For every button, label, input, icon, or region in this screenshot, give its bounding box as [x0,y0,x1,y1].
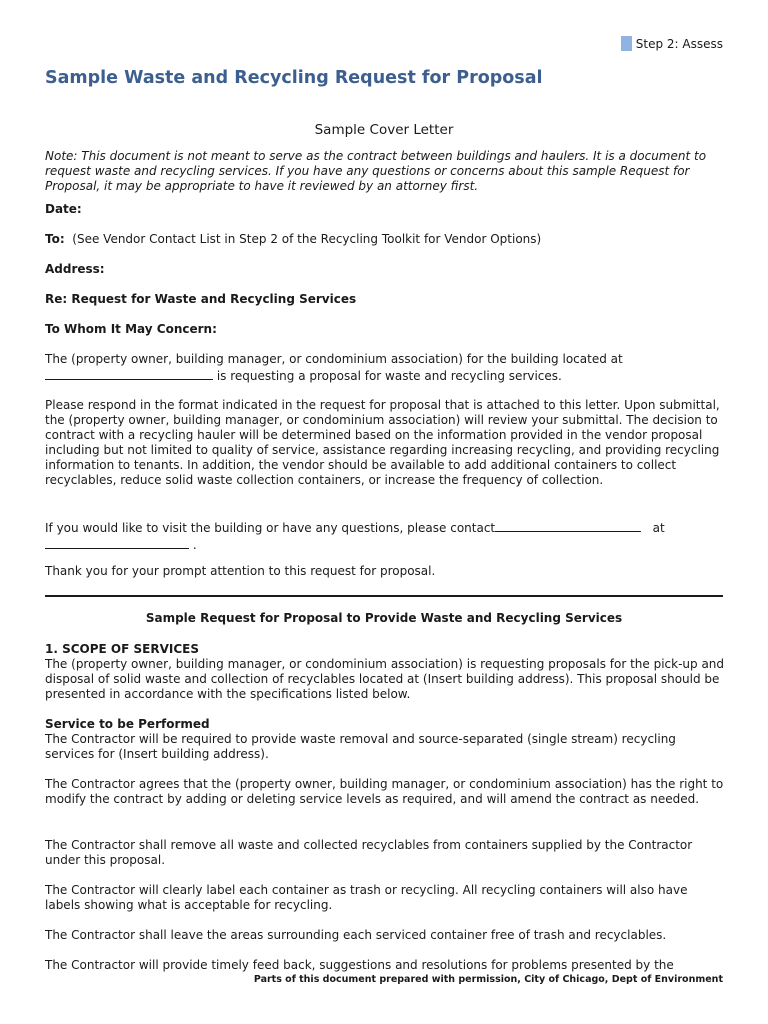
paragraph-remove: The Contractor shall remove all waste and collected recyclables from containers supplied by the Contractor under this proposal. [45,838,693,867]
service-text: The Contractor will be required to provide waste removal and source-separated (single stream) recycling services for (Insert building address). [45,732,676,761]
section-divider [45,595,723,597]
salutation: To Whom It May Concern: [45,322,217,336]
footer-credit: Parts of this document prepared with permission, City of Chicago, Dept of Environment [253,974,723,985]
step-indicator [621,36,723,51]
paragraph-modify: The Contractor agrees that the (property owner, building manager, or condominium association) has the right to modify the contract by adding or deleting service levels as required, and will amend the contract as needed. [45,777,724,806]
letter-paragraph-3 [45,519,725,553]
scope-heading: 1. SCOPE OF SERVICES [45,642,199,656]
para3-end: . [192,538,197,552]
document-title: Sample Waste and Recycling Request for Proposal [45,68,543,88]
letter-paragraph-2: Please respond in the format indicated in the request for proposal that is attached to this letter. Upon submittal, the (property owner, building manager, or condominium association) will review your submittal. The decision to contract with a recycling hauler will be determined based on the information provided in the vendor proposal including but not limited to quality of service, assistance regarding increasing recycling, and providing recycling information to tenants. In addition, the vendor should be available to add additional containers to collect recyclables, reduce solid waste collection containers, or increase the frequency of collection. [45,398,720,487]
re-line: Re: Request for Waste and Recycling Services [45,292,357,306]
paragraph-feedback: The Contractor will provide timely feed back, suggestions and resolutions for problems presented by the [45,958,674,972]
para1-text-b: is requesting a proposal for waste and recycling services. [216,369,562,383]
paragraph-leave: The Contractor shall leave the areas surrounding each serviced container free of trash and recyclables. [45,928,667,942]
scope-text: The (property owner, building manager, or condominium association) is requesting proposals for the pick-up and disposal of solid waste and collection of recyclables located at (Insert building address). This proposal should be presented in accordance with the specifications listed below. [45,657,725,701]
step-label: Step 2: Assess [635,36,723,51]
thanks-line: Thank you for your prompt attention to this request for proposal. [45,564,436,578]
para3-text-a: If you would like to visit the building or have any questions, please contact [45,521,496,535]
date-label: Date: [45,202,82,216]
paragraph-label: The Contractor will clearly label each container as trash or recycling. All recycling containers will also have labels showing what is acceptable for recycling. [45,883,688,912]
para3-at: at [652,521,665,535]
disclaimer-note: Note: This document is not meant to serve as the contract between buildings and haulers. It is a document to request waste and recycling services. If you have any questions or concerns about this sample Request for Proposal, it may be appropriate to have it reviewed by an attorney first. [45,149,707,193]
service-heading: Service to be Performed [45,717,210,731]
cover-letter-title: Sample Cover Letter [314,122,454,138]
rfp-title: Sample Request for Proposal to Provide Waste and Recycling Services [145,611,623,625]
building-address-blank [45,367,213,380]
para1-text-a: The (property owner, building manager, or condominium association) for the building located at [45,352,623,366]
contact-info-blank [45,536,189,549]
to-text: (See Vendor Contact List in Step 2 of the Recycling Toolkit for Vendor Options) [72,232,542,246]
address-label: Address: [45,262,105,276]
letter-paragraph-1 [45,352,725,384]
to-label: To: [45,232,65,246]
contact-name-blank [495,519,641,532]
to-line [45,232,725,247]
step-marker-icon [621,36,632,51]
